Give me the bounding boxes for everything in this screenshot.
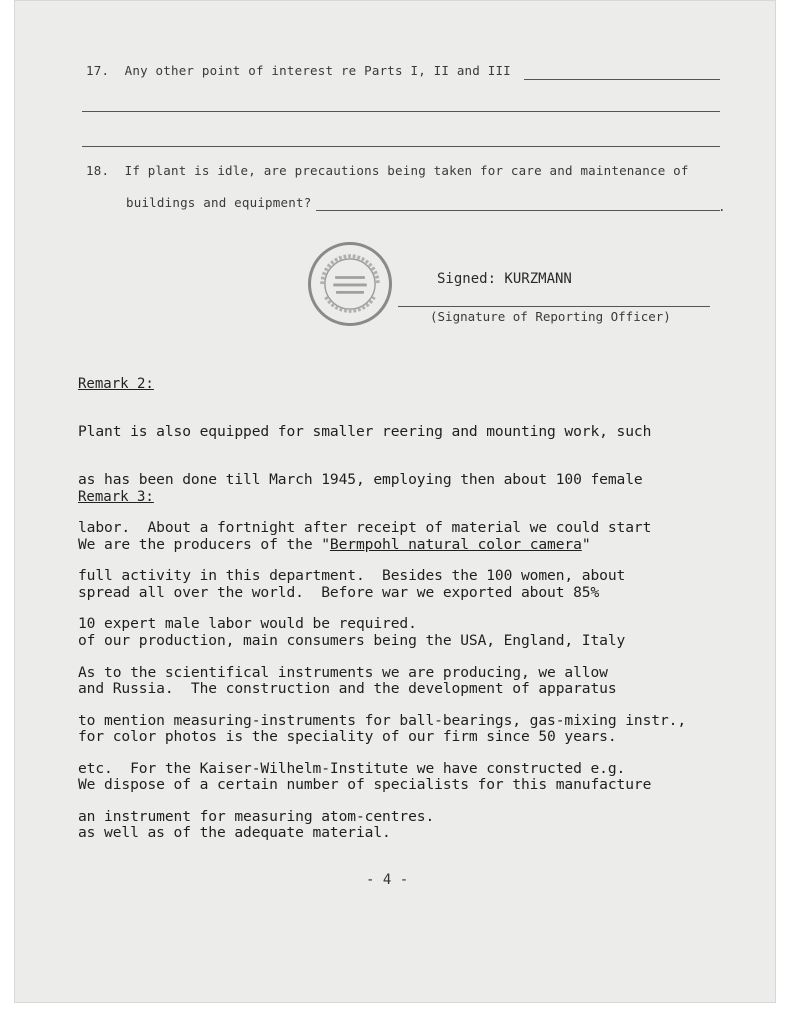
archive-stamp — [308, 242, 392, 326]
paragraph-line: to mention measuring-instruments for ball-bearings, gas-mixing instr., — [78, 712, 687, 729]
remark-3-line — [78, 537, 651, 553]
instruments-paragraph — [78, 633, 686, 841]
remark-2-line: Plant is also equipped for smaller reering and mounting work, such — [78, 423, 652, 440]
remark-2-line: labor. About a fortnight after receipt of material we could start — [78, 519, 652, 536]
remark-3-suffix: " — [581, 536, 591, 553]
remark-3-line: as well as of the adequate material. — [78, 824, 391, 841]
camera-name: Bermpohl natural color camera — [329, 536, 582, 553]
remark-2-heading: Remark 2: — [78, 376, 154, 392]
paragraph-line: As to the scientifical instruments we are producing, we allow — [78, 664, 608, 681]
remark-3-line: and Russia. The construction and the development of apparatus — [78, 680, 617, 697]
remark-2-line: as has been done till March 1945, employing then about 100 female — [78, 471, 643, 488]
question-17: 17. Any other point of interest re Parts I, II and III — [86, 63, 511, 78]
answer-line-17c — [82, 146, 720, 147]
remark-3-line: of our production, main consumers being the USA, England, Italy — [78, 632, 626, 649]
question-18: 18. If plant is idle, are precautions being taken for care and maintenance of — [86, 163, 689, 178]
question-18-continued: buildings and equipment? — [126, 195, 312, 210]
answer-line-17a — [524, 79, 720, 80]
remark-3-heading: Remark 3: — [78, 489, 154, 505]
paragraph-line: an instrument for measuring atom-centres. — [78, 808, 435, 825]
remark-3-prefix: We are the producers of the " — [78, 536, 330, 553]
answer-line-18-period: . — [718, 199, 726, 214]
signature-caption: (Signature of Reporting Officer) — [430, 309, 671, 324]
remark-2-line: 10 expert male labor would be required. — [78, 615, 417, 632]
remark-2-line: full activity in this department. Besides the 100 women, about — [78, 567, 626, 584]
scan-margin — [776, 0, 787, 1021]
page-number: - 4 - — [366, 872, 409, 888]
signature-line — [398, 306, 710, 307]
remark-3-line: We dispose of a certain number of specialists for this manufacture — [78, 776, 652, 793]
signed-name: Signed: KURZMANN — [437, 271, 572, 287]
remark-3-line: spread all over the world. Before war we exported about 85% — [78, 584, 600, 601]
stamp-graphic — [311, 245, 389, 323]
answer-line-18 — [316, 210, 720, 211]
paragraph-line: etc. For the Kaiser-Wilhelm-Institute we have constructed e.g. — [78, 760, 626, 777]
answer-line-17b — [82, 111, 720, 112]
remark-3-line: for color photos is the speciality of our firm since 50 years. — [78, 728, 617, 745]
